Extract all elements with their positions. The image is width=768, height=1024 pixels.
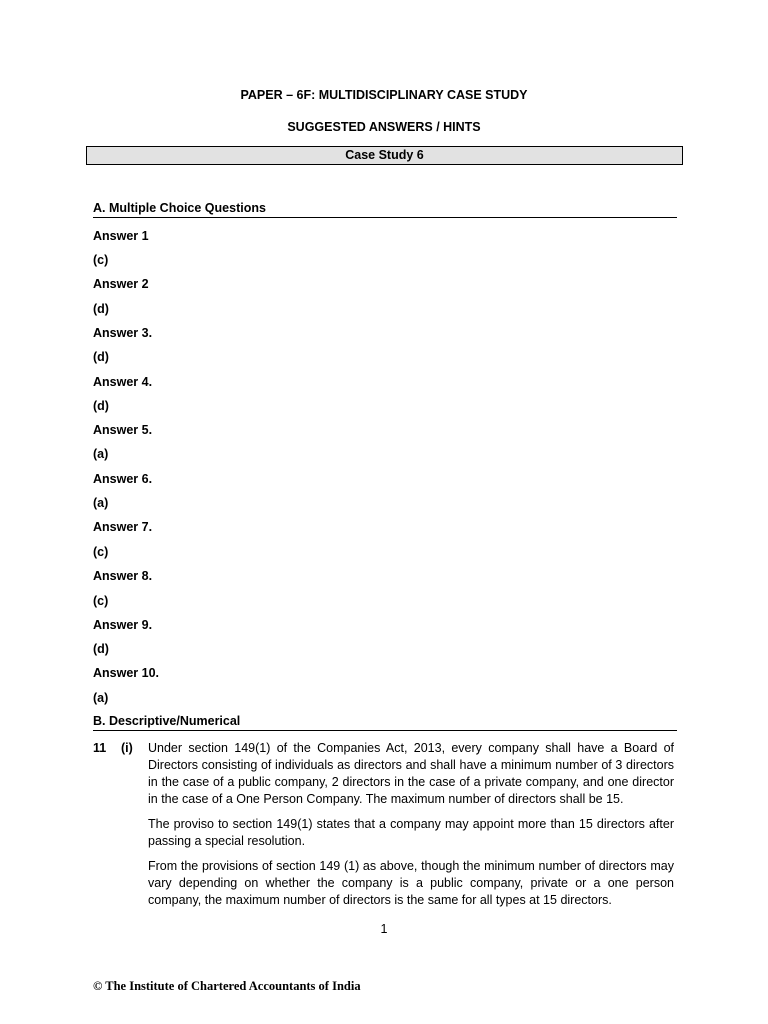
answer-label: Answer 5. (93, 423, 153, 437)
question-number: 11 (93, 741, 107, 755)
answer-value: (a) (93, 447, 109, 461)
answer-label: Answer 4. (93, 375, 153, 389)
answer-value: (c) (93, 253, 109, 267)
answer-value: (d) (93, 642, 109, 656)
answer-value: (a) (93, 691, 109, 705)
answer-label: Answer 9. (93, 618, 153, 632)
paper-title: PAPER – 6F: MULTIDISCIPLINARY CASE STUDY (240, 88, 528, 102)
answer-paragraph: Under section 149(1) of the Companies Act, 2013, every company shall have a Board of Directors consisting of individuals as directors and shall have a minimum number of 3 directors in the case of a public company, 2 directors in the case of a private company, and one director in the case of a One Person Company. The maximum number of directors shall be 15. (148, 741, 674, 806)
answer-label: Answer 3. (93, 326, 153, 340)
paper-subtitle: SUGGESTED ANSWERS / HINTS (287, 120, 481, 134)
answer-value: (a) (93, 496, 109, 510)
answer-value: (c) (93, 594, 109, 608)
answer-value: (d) (93, 302, 109, 316)
answer-value: (d) (93, 399, 109, 413)
answer-value: (c) (93, 545, 109, 559)
answer-label: Answer 10. (93, 666, 160, 680)
answer-label: Answer 2 (93, 277, 149, 291)
answer-label: Answer 1 (93, 229, 149, 243)
answer-label: Answer 6. (93, 472, 153, 486)
answer-paragraph: From the provisions of section 149 (1) as above, though the minimum number of directors may vary depending on whether the company is a public company, private or a one person company, the maximum number of directors is the same for all types at 15 directors. (148, 859, 674, 907)
answer-label: Answer 7. (93, 520, 153, 534)
copyright-footer: © The Institute of Chartered Accountants of India (93, 979, 361, 993)
case-study-box: Case Study 6 (86, 146, 683, 165)
page-number: 1 (380, 922, 388, 936)
answer-paragraph: The proviso to section 149(1) states that a company may appoint more than 15 directors after passing a special resolution. (148, 817, 674, 848)
question-sub-part: (i) (121, 741, 133, 755)
section-b-heading: B. Descriptive/Numerical (93, 714, 677, 731)
section-a-heading: A. Multiple Choice Questions (93, 201, 677, 218)
answer-label: Answer 8. (93, 569, 153, 583)
answer-value: (d) (93, 350, 109, 364)
